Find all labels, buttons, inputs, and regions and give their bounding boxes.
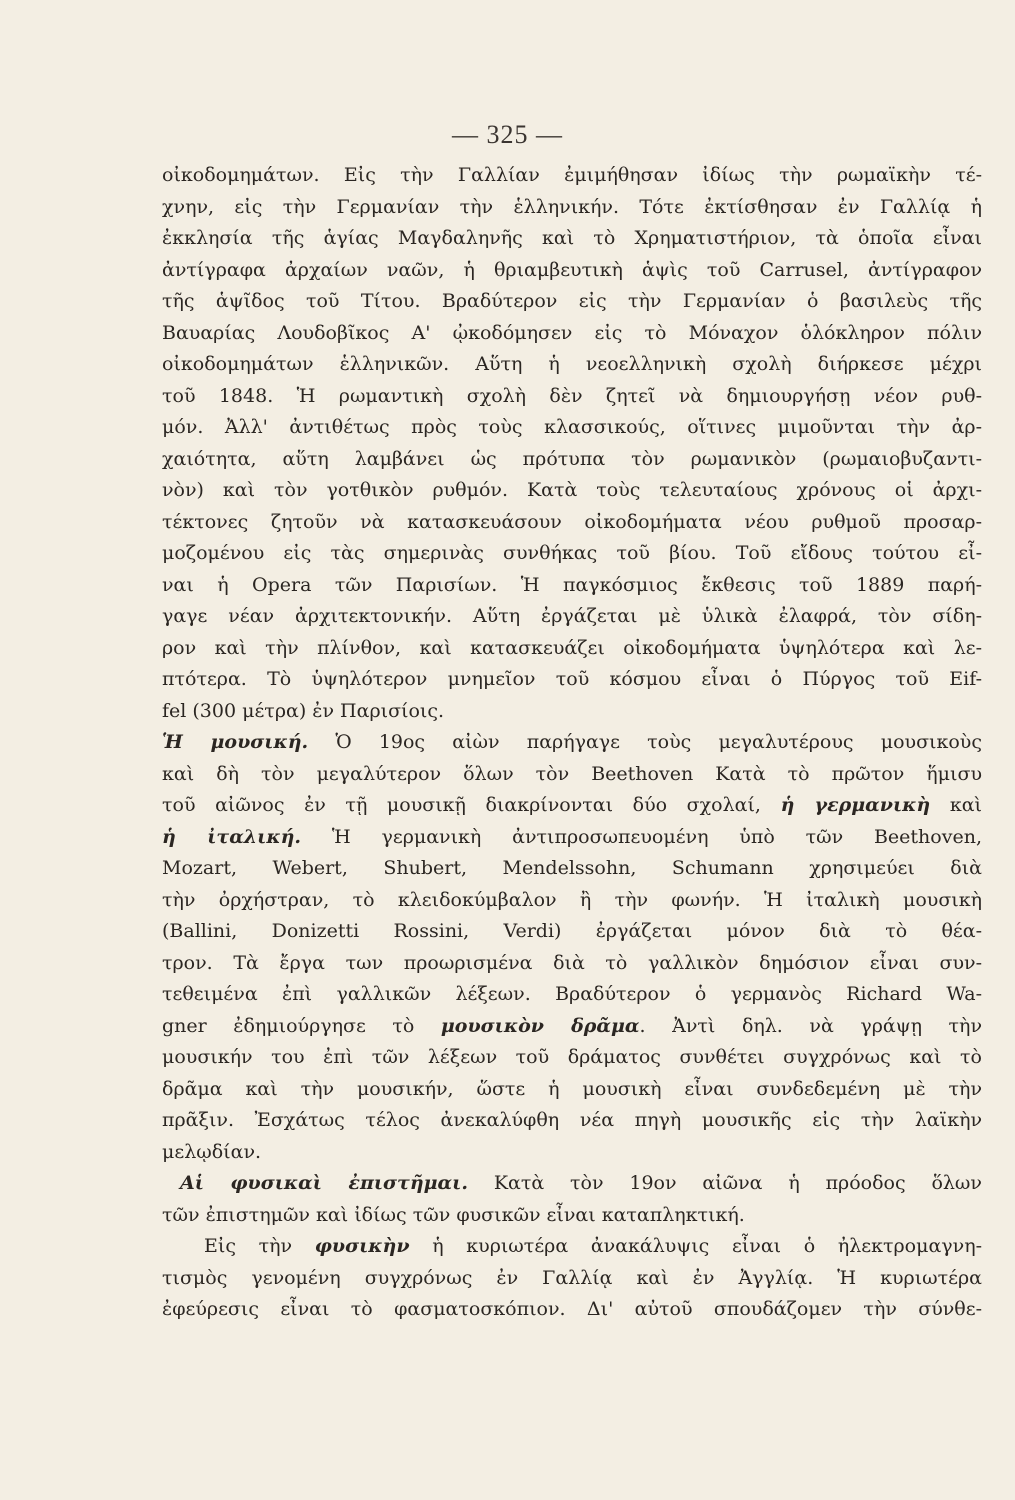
- text-line: ἐκκλησία τῆς ἁγίας Μαγδαληνῆς καὶ τὸ Χρηματιστήριον, τὰ ὁποῖα εἶναι: [162, 227, 982, 249]
- text-line: τέκτονες ζητοῦν νὰ κατασκευάσουν οἰκοδομήματα νέου ρυθμοῦ προσαρ-: [162, 510, 982, 533]
- text-line: οἰκοδομημάτων ἑλληνικῶν. Αὕτη ἡ νεοελληνικὴ σχολὴ διήρκεσε μέχρι: [162, 353, 982, 375]
- text-line: τεθειμένα ἐπὶ γαλλικῶν λέξεων. Βραδύτερον ὁ γερμανὸς Richard Wa-: [162, 983, 982, 1005]
- text-span: ἡ κυριωτέρα ἀνακάλυψις εἶναι ὁ ἠλεκτρομαγνη-: [409, 1235, 982, 1257]
- text-line: fel (300 μέτρα) ἐν Παρισίοις.: [162, 699, 445, 722]
- text-line: καὶ δὴ τὸν μεγαλύτερον ὅλων τὸν Beethoven Κατὰ τὸ πρῶτον ἥμισυ: [162, 762, 982, 785]
- paragraph-natural-sciences: [162, 1168, 982, 1231]
- text-line: τρον. Τὰ ἔργα των προωρισμένα διὰ τὸ γαλλικὸν δημόσιον εἶναι συν-: [162, 951, 982, 974]
- text-line: ἀντίγραφα ἀρχαίων ναῶν, ἡ θριαμβευτικὴ ἁψὶς τοῦ Carrusel, ἀντίγραφον: [162, 258, 982, 281]
- text-line: [162, 790, 982, 822]
- body-text: [162, 160, 982, 1326]
- text-line: τοῦ 1848. Ἡ ρωμαντικὴ σχολὴ δὲν ζητεῖ νὰ δημιουργήσῃ νέον ρυθ-: [162, 384, 982, 407]
- text-span: Ἡ γερμανικὴ ἀντιπροσωπευομένη ὑπὸ τῶν Beethoven,: [301, 825, 982, 848]
- text-line: πτότερα. Τὸ ὑψηλότερον μνημεῖον τοῦ κόσμου εἶναι ὁ Πύργος τοῦ Eif-: [162, 668, 982, 690]
- text-line: δρᾶμα καὶ τὴν μουσικήν, ὥστε ἡ μουσικὴ εἶναι συνδεδεμένη μὲ τὴν: [162, 1077, 982, 1100]
- emphasis-music-drama: μουσικὸν δρᾶμα: [440, 1014, 640, 1037]
- text-line: (Ballini, Donizetti Rossini, Verdi) ἐργάζεται μόνον διὰ τὸ θέα-: [162, 920, 982, 942]
- text-span: Εἰς τὴν: [204, 1235, 315, 1257]
- emphasis-physics: φυσικὴν: [314, 1235, 410, 1257]
- text-line: γαγε νέαν ἀρχιτεκτονικήν. Αὕτη ἐργάζεται μὲ ὑλικὰ ἐλαφρά, τὸν σίδη-: [162, 605, 982, 627]
- text-line: [162, 1011, 982, 1043]
- text-line: [162, 727, 982, 759]
- text-line: χαιότητα, αὕτη λαμβάνει ὡς πρότυπα τὸν ρωμανικὸν (ρωμαιοβυζαντι-: [162, 447, 982, 470]
- text-line: ναι ἡ Opera τῶν Παρισίων. Ἡ παγκόσμιος ἔκθεσις τοῦ 1889 παρή-: [162, 573, 982, 596]
- text-span: Κατὰ τὸν 19ον αἰῶνα ἡ πρόοδος ὅλων: [467, 1172, 982, 1194]
- text-line: μελῳδίαν.: [162, 1140, 262, 1163]
- text-line: [162, 822, 982, 854]
- paragraph-architecture: [162, 160, 982, 727]
- paragraph-music: [162, 727, 982, 1168]
- text-line: πρᾶξιν. Ἐσχάτως τέλος ἀνεκαλύφθη νέα πηγὴ μουσικῆς εἰς τὴν λαϊκὴν: [162, 1109, 982, 1131]
- paragraph-physics: [162, 1231, 982, 1326]
- text-span: τοῦ αἰῶνος ἐν τῇ μουσικῇ διακρίνονται δύο σχολαί,: [162, 794, 781, 816]
- text-line: ρον καὶ τὴν πλίνθον, καὶ κατασκευάζει οἰκοδομήματα ὑψηλότερα καὶ λε-: [162, 636, 982, 659]
- page-number: — 325 —: [452, 120, 563, 149]
- section-heading-music: Ἡ μουσική.: [162, 731, 309, 753]
- text-line: οἰκοδομημάτων. Εἰς τὴν Γαλλίαν ἐμιμήθησαν ἰδίως τὴν ρωμαϊκὴν τέ-: [162, 164, 982, 186]
- text-line: τῆς ἁψῖδος τοῦ Τίτου. Βραδύτερον εἰς τὴν Γερμανίαν ὁ βασιλεὺς τῆς: [162, 290, 982, 312]
- text-line: μοζομένου εἰς τὰς σημερινὰς συνθήκας τοῦ βίου. Τοῦ εἴδους τούτου εἶ-: [162, 542, 982, 564]
- text-line: τισμὸς γενομένη συγχρόνως ἐν Γαλλίᾳ καὶ ἐν Ἀγγλίᾳ. Ἡ κυριωτέρα: [162, 1266, 982, 1289]
- text-span: . Ἀντὶ δηλ. νὰ γράψῃ τὴν: [639, 1014, 982, 1037]
- emphasis-german-school: ἡ γερμανικὴ: [780, 794, 931, 816]
- text-line: Βαυαρίας Λουδοβῖκος Α' ᾠκοδόμησεν εἰς τὸ Μόναχον ὁλόκληρον πόλιν: [162, 321, 982, 344]
- text-line: ἐφεύρεσις εἶναι τὸ φασματοσκόπιον. Δι' αὐτοῦ σπουδάζομεν τὴν σύνθε-: [162, 1298, 982, 1320]
- text-line: τῶν ἐπιστημῶν καὶ ἰδίως τῶν φυσικῶν εἶναι καταπληκτική.: [162, 1203, 745, 1226]
- text-line: [162, 1168, 982, 1200]
- text-span: gner ἐδημιούργησε τὸ: [162, 1014, 441, 1037]
- text-line: μόν. Ἀλλ' ἀντιθέτως πρὸς τοὺς κλασσικούς, οἵτινες μιμοῦνται τὴν ἀρ-: [162, 416, 982, 438]
- text-line: [162, 1231, 982, 1263]
- text-line: Mozart, Webert, Shubert, Mendelssohn, Schumann χρησιμεύει διὰ: [162, 857, 982, 879]
- text-line: νὸν) καὶ τὸν γοτθικὸν ρυθμόν. Κατὰ τοὺς τελευταίους χρόνους οἱ ἀρχι-: [162, 479, 982, 501]
- emphasis-italian-school: ἡ ἰταλική.: [162, 825, 301, 848]
- text-line: χνην, εἰς τὴν Γερμανίαν τὴν ἑλληνικήν. Τότε ἐκτίσθησαν ἐν Γαλλίᾳ ἡ: [162, 195, 982, 218]
- text-span: καὶ: [930, 794, 982, 816]
- text-line: μουσικήν του ἐπὶ τῶν λέξεων τοῦ δράματος συνθέτει συγχρόνως καὶ τὸ: [162, 1046, 982, 1068]
- text-span: Ὁ 19ος αἰὼν παρήγαγε τοὺς μεγαλυτέρους μουσικοὺς: [308, 731, 982, 753]
- section-heading-sciences: Αἱ φυσικαὶ ἐπιστῆμαι.: [180, 1172, 468, 1194]
- text-line: τὴν ὀρχήστραν, τὸ κλειδοκύμβαλον ἢ τὴν φωνήν. Ἡ ἰταλικὴ μουσικὴ: [162, 888, 982, 911]
